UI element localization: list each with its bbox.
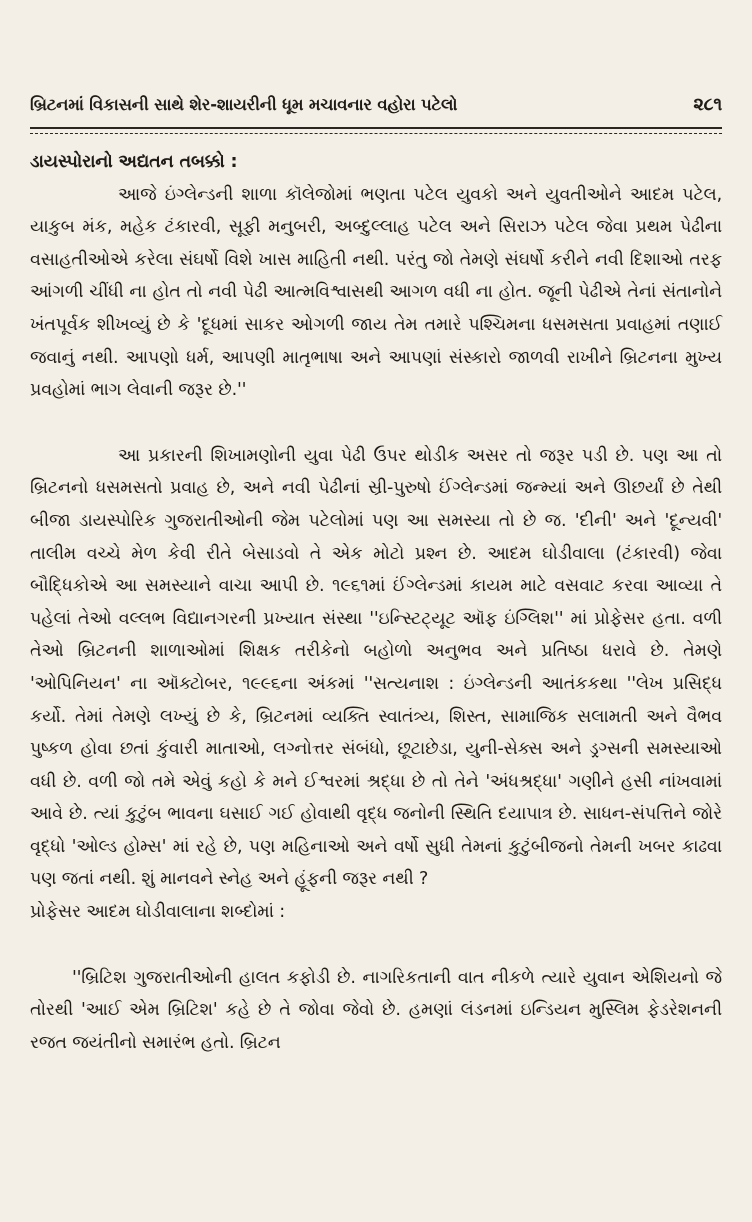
paragraph-1: આજે ઇંગ્લેન્ડની શાળા કૉલેજોમાં ભણતા પટેલ યુવકો અને યુવતીઓને આદમ પટેલ, યાકુબ મંક, મહેક ટંકારવી, સૂફી મનુબરી, અબ્દુલ્લાહ પટેલ અને સિરાઝ પટેલ જેવા પ્રથમ પેઢીના વસાહતીઓએ કરેલા સંઘર્ષો વિશે ખાસ માહિતી નથી. પરંતુ જો તેમણે સંઘર્ષો કરીને નવી દિશાઓ તરફ આંગળી ચીંધી ના હોત તો નવી પેઢી આત્મવિશ્વાસથી આગળ વધી ના હોત. જૂની પેઢીએ તેનાં સંતાનોને ખંતપૂર્વક શીખવ્યું છે કે 'દૂધમાં સાકર ઓગળી જાય તેમ તમારે પશ્ચિમના ધસમસતા પ્રવાહમાં તણાઈ જવાનું નથી. આપણો ધર્મ, આપણી માતૃભાષા અને આપણાં સંસ્કારો જાળવી રાખીને બ્રિટનના મુખ્ય પ્રવહોમાં ભાગ લેવાની જરૂર છે.'' xyxy=(30,184,722,401)
paragraph-gap xyxy=(30,407,722,440)
page-number: ૨૮૧ xyxy=(693,94,722,115)
running-header xyxy=(30,94,722,115)
main-text xyxy=(30,146,722,1059)
header-rule xyxy=(30,127,722,134)
running-title: બ્રિટનમાં વિકાસની સાથે શેર-શાયરીની ધૂમ મચાવનાર વહોરા પટેલો xyxy=(30,95,458,114)
quote-paragraph: ''બ્રિટિશ ગુજરાતીઓની હાલત કફોડી છે. નાગરિકતાની વાત નીકળે ત્યારે યુવાન એશિયનો જે તોરથી 'આઈ એમ બ્રિટિશ' કહે છે તે જોવા જેવો છે. હમણાં લંડનમાં ઇન્ડિયન મુસ્લિમ ફેડરેશનની રજત જયંતીનો સમારંભ હતો. બ્રિટન xyxy=(30,967,722,1053)
paragraph-2: આ પ્રકારની શિખામણોની યુવા પેઢી ઉપર થોડીક અસર તો જરૂર પડી છે. પણ આ તો બ્રિટનનો ધસમસતો પ્રવાહ છે, અને નવી પેઢીનાં સ્રી-પુરુષો ઈંગ્લેન્ડમાં જન્મ્યાં અને ઊછર્યાં છે તેથી બીજા ડાયસ્પોરિક ગુજરાતીઓની જેમ પટેલોમાં પણ આ સમસ્યા તો છે જ. 'દીની' અને 'દૂન્યવી' તાલીમ વચ્ચે મેળ કેવી રીતે બેસાડવો તે એક મોટો પ્રશ્ન છે. આદમ ઘોડીવાલા (ટંકારવી) જેવા બૌદ્ધિકોએ આ સમસ્યાને વાચા આપી છે. ૧૯૬૧માં ઈંગ્લેન્ડમાં કાયમ માટે વસવાટ કરવા આવ્યા તે પહેલાં તેઓ વલ્લભ વિદ્યાનગરની પ્રખ્યાત સંસ્થા ''ઇન્સ્ટિટ્યૂટ ઑફ ઇંગ્લિશ'' માં પ્રોફેસર હતા. વળી તેઓ બ્રિટનની શાળાઓમાં શિક્ષક તરીકેનો બહોળો અનુભવ અને પ્રતિષ્ઠા ધરાવે છે. તેમણે 'ઓપિનિયન' ના ઑક્ટોબર, ૧૯૯૬ના અંકમાં ''સત્યનાશ : ઇંગ્લેન્ડની આતંકકથા ''લેખ પ્રસિદ્ધ કર્યો. તેમાં તેમણે લખ્યું છે કે, બ્રિટનમાં વ્યક્તિ સ્વાતંત્ર્ય, શિસ્ત, સામાજિક સલામતી અને વૈભવ પુષ્કળ હોવા છતાં કુંવારી માતાઓ, લગ્નોત્તર સંબંધો, છૂટાછેડા, યુની-સેક્સ અને ડ્રગ્સની સમસ્યાઓ વધી છે. વળી જો તમે એવું કહો કે મને ઈશ્વરમાં શ્રદ્ધા છે તો તેને 'અંધશ્રદ્ધા' ગણીને હસી નાંખવામાં આવે છે. ત્યાં કુટુંબ ભાવના ઘસાઈ ગઈ હોવાથી વૃદ્ધ જનોની સ્થિતિ દયાપાત્ર છે. સાધન-સંપત્તિને જોરે વૃદ્ધો 'ઓલ્ડ હોમ્સ' માં રહે છે, પણ મહિનાઓ અને વર્ષો સુધી તેમનાં કુટુંબીજનો તેમની ખબર કાઢવા પણ જતાં નથી. શું માનવને સ્નેહ અને હૂંફની જરૂર નથી ? xyxy=(30,445,722,890)
section-heading: ડાયસ્પોરાનો અદ્યતન તબક્કો : xyxy=(30,152,238,172)
paragraph-gap xyxy=(30,929,722,962)
quote-lead-in: પ્રોફેસર આદમ ઘોડીવાલાના શબ્દોમાં : xyxy=(30,902,285,923)
